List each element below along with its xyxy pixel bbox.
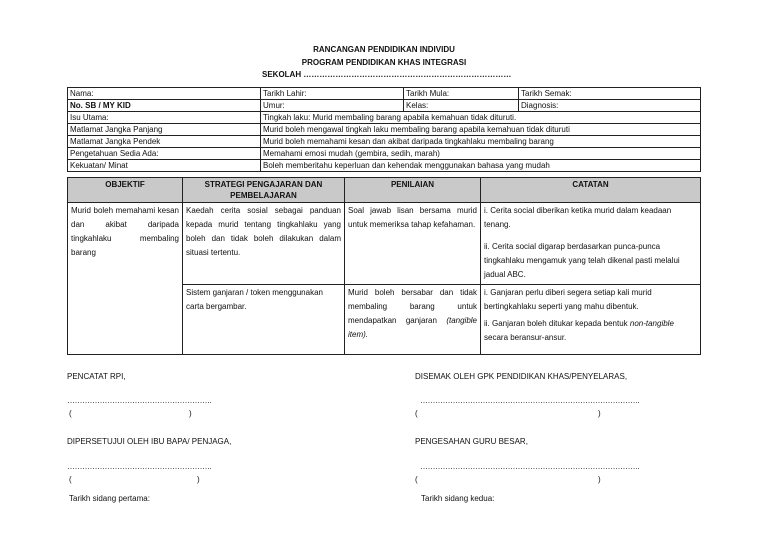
- disemak-name-open: (: [415, 409, 418, 418]
- penilaian-header: PENILAIAN: [345, 178, 481, 203]
- tarikh-sidang-pertama: Tarikh sidang pertama:: [69, 494, 150, 503]
- tarikh-sidang-kedua: Tarikh sidang kedua:: [421, 494, 495, 503]
- tarikh-semak-field[interactable]: Tarikh Semak:: [519, 88, 701, 100]
- ibubapa-name-close: ): [197, 475, 200, 484]
- disemak-signature-line[interactable]: …………………………………………………………………………….: [420, 396, 640, 405]
- matlamat-pendek-row: [68, 136, 701, 148]
- umur-field[interactable]: Umur:: [261, 100, 404, 112]
- penilaian-2-text: Murid boleh bersabar dan tidak membaling barang untuk mendapatkan ganjaran: [348, 288, 477, 325]
- disemak-label: DISEMAK OLEH GPK PENDIDIKAN KHAS/PENYELARAS,: [415, 372, 628, 381]
- tarikh-lahir-field[interactable]: Tarikh Lahir:: [261, 88, 404, 100]
- student-info-table: [67, 87, 701, 172]
- objektif-cell: Murid boleh memahami kesan dan akibat daripada tingkahlaku membaling barang: [68, 203, 183, 355]
- catatan-cell-1: [481, 203, 701, 285]
- disemak-name-close: ): [598, 409, 601, 418]
- kekuatan-label: Kekuatan/ Minat: [68, 160, 261, 172]
- document-subtitle: PROGRAM PENDIDIKAN KHAS INTEGRASI: [301, 58, 467, 67]
- no-sb-field[interactable]: No. SB / MY KID: [68, 100, 261, 112]
- catatan-cell-2: [481, 285, 701, 355]
- kekuatan-row: [68, 160, 701, 172]
- isu-utama-value: Tingkah laku: Murid membaling barang apabila kemahuan tidak dituruti.: [261, 112, 701, 124]
- tarikh-mula-field[interactable]: Tarikh Mula:: [404, 88, 519, 100]
- gurubesar-signature-line[interactable]: …………………………………………………………………………….: [420, 462, 640, 471]
- disetujui-label: DIPERSETUJUI OLEH IBU BAPA/ PENJAGA,: [67, 437, 232, 446]
- pengesahan-label: PENGESAHAN GURU BESAR,: [415, 437, 528, 446]
- pencatat-name-open: (: [69, 409, 72, 418]
- pencatat-name-close: ): [189, 409, 192, 418]
- pencatat-signature-line[interactable]: ………………………………………………….: [67, 396, 212, 405]
- plan-row-1: [68, 203, 701, 285]
- strategi-cell-2: Sistem ganjaran / token menggunakan carta bergambar.: [183, 285, 345, 355]
- matlamat-panjang-label: Matlamat Jangka Panjang: [68, 124, 261, 136]
- ibubapa-signature-line[interactable]: ………………………………………………….: [67, 462, 212, 471]
- ibubapa-name-open: (: [69, 475, 72, 484]
- kekuatan-value: Boleh memberitahu keperluan dan kehendak menggunakan bahasa yang mudah: [261, 160, 701, 172]
- isu-utama-row: [68, 112, 701, 124]
- catatan-1-item-2: ii. Cerita social digarap berdasarkan punca-punca tingkahlaku mengamuk yang telah dikenal pasti melalui jadual ABC.: [484, 242, 680, 279]
- nama-field[interactable]: Nama:: [68, 88, 261, 100]
- pengetahuan-label: Pengetahuan Sedia Ada:: [68, 148, 261, 160]
- matlamat-pendek-label: Matlamat Jangka Pendek: [68, 136, 261, 148]
- plan-table: [67, 177, 701, 355]
- isu-utama-label: Isu Utama:: [68, 112, 261, 124]
- penilaian-cell-1: Soal jawab lisan bersama murid untuk memeriksa tahap kefahaman.: [345, 203, 481, 285]
- pencatat-label: PENCATAT RPI,: [67, 372, 126, 381]
- strategi-cell-1: Kaedah cerita sosial sebagai panduan kepada murid tentang tingkahlaku yang boleh dan tidak boleh dilakukan dalam situasi tertentu.: [183, 203, 345, 285]
- objektif-header: OBJEKTIF: [68, 178, 183, 203]
- matlamat-panjang-row: [68, 124, 701, 136]
- penilaian-2-italic: (tangible item).: [348, 316, 477, 339]
- info-row-1: [68, 88, 701, 100]
- catatan-1-item-1: i. Cerita social diberikan ketika murid dalam keadaan tenang.: [484, 206, 672, 229]
- school-line: SEKOLAH ……………………………………………………………………: [262, 70, 512, 79]
- diagnosis-field[interactable]: Diagnosis:: [519, 100, 701, 112]
- plan-header-row: [68, 178, 701, 203]
- penilaian-cell-2: [345, 285, 481, 355]
- catatan-2-item-1: i. Ganjaran perlu diberi segera setiap kali murid bertingkahlaku seperti yang mahu dibentuk.: [484, 288, 652, 311]
- pengetahuan-value: Memahami emosi mudah (gembira, sedih, marah): [261, 148, 701, 160]
- pengetahuan-row: [68, 148, 701, 160]
- matlamat-panjang-value: Murid boleh mengawal tingkah laku membaling barang apabila kemahuan tidak dituruti: [261, 124, 701, 136]
- gurubesar-name-open: (: [415, 475, 418, 484]
- matlamat-pendek-value: Murid boleh memahami kesan dan akibat daripada tingkahlaku membaling barang: [261, 136, 701, 148]
- catatan-header: CATATAN: [481, 178, 701, 203]
- kelas-field[interactable]: Kelas:: [404, 100, 519, 112]
- catatan-2-item-2: ii. Ganjaran boleh ditukar kepada bentuk non-tangible secara beransur-ansur.: [484, 319, 674, 342]
- document-title: RANCANGAN PENDIDIKAN INDIVIDU: [313, 45, 455, 54]
- strategi-header: STRATEGI PENGAJARAN DAN PEMBELAJARAN: [183, 178, 345, 203]
- info-row-2: [68, 100, 701, 112]
- gurubesar-name-close: ): [598, 475, 601, 484]
